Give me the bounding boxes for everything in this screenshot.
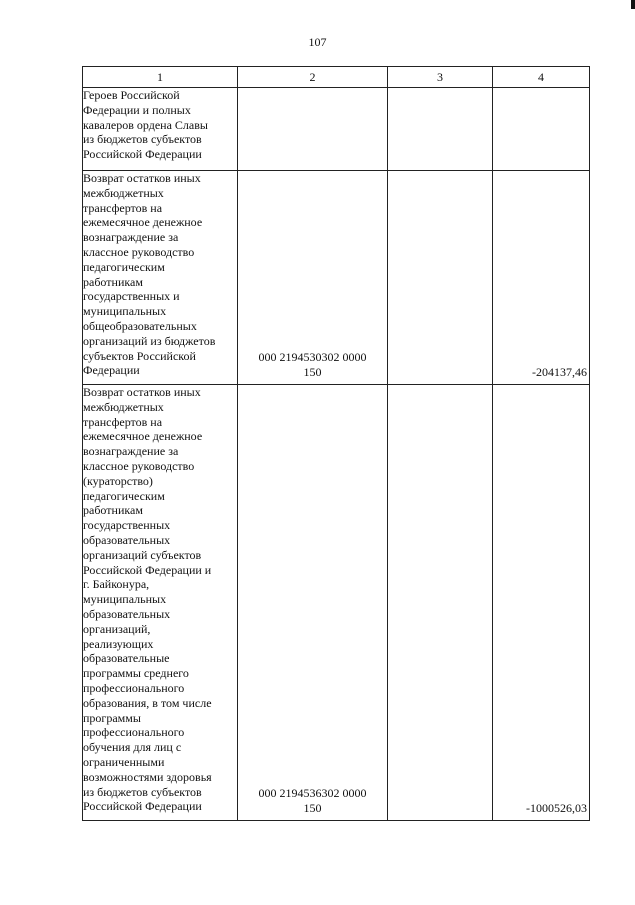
table-row [83, 171, 590, 385]
code-cell [238, 88, 388, 171]
budget-code: 000 2194530302 0000 150 [258, 350, 367, 380]
code-cell [238, 171, 388, 385]
budget-table [82, 66, 590, 821]
empty-cell [388, 171, 493, 385]
table-row [83, 385, 590, 821]
column-header: 1 [83, 67, 238, 88]
table-header-row [83, 67, 590, 88]
page-number: 107 [308, 35, 327, 49]
row-description: Героев Российской Федерации и полных кавалеров ордена Славы из бюджетов субъектов Российской Федерации [83, 88, 238, 171]
row-description: Возврат остатков иных межбюджетных трансфертов на ежемесячное денежное вознаграждение за классное руководство (кураторство) педагогическим работникам государственных образовательных организаций субъектов Российской Федерации и г. Байконура, муниципальных образовательных организаций, реализующих образовательные программы среднего профессионального образования, в том числе программы профессионального обучения для лиц с ограниченными возможностями здоровья из бюджетов субъектов Российской Федерации [83, 385, 238, 821]
column-header: 3 [388, 67, 493, 88]
budget-code: 000 2194536302 0000 150 [258, 786, 367, 816]
amount-cell [493, 88, 590, 171]
amount-value: -1000526,03 [526, 801, 587, 816]
empty-cell [388, 88, 493, 171]
amount-cell [493, 171, 590, 385]
column-header: 2 [238, 67, 388, 88]
amount-cell [493, 385, 590, 821]
table-row [83, 88, 590, 171]
amount-value: -204137,46 [532, 365, 587, 380]
empty-cell [388, 385, 493, 821]
corner-mark [631, 0, 635, 9]
column-header: 4 [493, 67, 590, 88]
code-cell [238, 385, 388, 821]
row-description: Возврат остатков иных межбюджетных трансфертов на ежемесячное денежное вознаграждение за классное руководство педагогическим работникам государственных и муниципальных общеобразовательных организаций из бюджетов субъектов Российской Федерации [83, 171, 238, 385]
